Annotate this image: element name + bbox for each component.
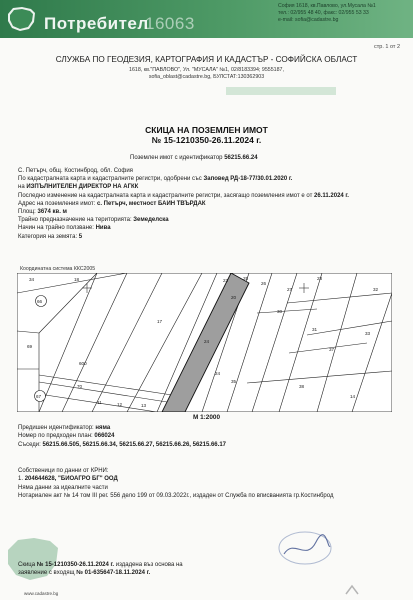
bulgaria-seal-icon [0, 528, 64, 592]
footer-url: www.cadastre.bg [24, 591, 59, 596]
issuer-line: на ИЗПЪЛНИТЕЛЕН ДИРЕКТОР НА АГКК [18, 184, 139, 191]
parcel-label: 38 [299, 384, 305, 389]
identifier-label: Поземлен имот с идентификатор [130, 155, 223, 161]
agency-name: СЛУЖБА ПО ГЕОДЕЗИЯ, КАРТОГРАФИЯ И КАДАСТЪР - СОФИЙСКА ОБЛАСТ [55, 55, 358, 64]
contact-line: e-mail: sofia@cadastre.bg [278, 17, 339, 23]
category-row: Категория на земята: 5 [18, 233, 83, 240]
parcel-label: 13 [141, 403, 147, 408]
parcel-label: 66 [37, 299, 43, 304]
owners-heading: Собственици по данни от КРНИ: [18, 468, 109, 474]
area-row: Площ: 3674 кв. м [18, 209, 67, 216]
identifier-value: 56215.66.24 [224, 155, 258, 161]
parcel-label: 32 [373, 287, 379, 292]
parcel-details [18, 167, 403, 241]
document-title: СКИЦА НА ПОЗЕМЛЕН ИМОТ [145, 125, 268, 135]
parcel-label: 70 [77, 384, 83, 389]
parcel-label: 33 [365, 331, 371, 336]
neighbor-info [18, 424, 408, 449]
neighbors-row: Съседи: 56215.66.505, 56215.66.34, 56215.66.27, 56215.66.26, 56215.66.17 [18, 441, 226, 448]
parcel-label: 34 [29, 277, 35, 282]
approval-line: По кадастралната карта и кадастралните регистри, одобрени със Заповед РД-18-77/30.01.2020 г. [18, 176, 293, 183]
contact-line: тел.: 02/955 48 40, факс: 02/955 53 33 [278, 10, 369, 16]
parcel-label: 23 [223, 278, 229, 283]
parcel-label: 35 [231, 379, 237, 384]
parcel-label: 27 [287, 287, 293, 292]
parcel-label: 26 [261, 281, 267, 286]
parcel-label: 67 [36, 394, 42, 399]
footer-line: Скица № 15-1210350-26.11.2024 г. издадена въз основа на [18, 562, 183, 568]
parcel-label: 600 [79, 361, 87, 366]
location-line: С. Петърч, общ. Костинброд, обл. София [18, 168, 133, 174]
last-change-line: Последно изменение на кадастралната карта и кадастралните регистри, засягащо поземления имот е от 26.11.2024 г. [18, 192, 349, 199]
owner-deed: Нотариален акт № 14 том III рег. 556 дело 199 от 09.03.2022г., издаден от Служба по вписванията гр.Костинброд [18, 493, 334, 500]
watermark-number: 16063 [145, 14, 195, 33]
parcel-label: 14 [350, 394, 356, 399]
parcel-label: 69 [27, 344, 33, 349]
footer-note [18, 561, 408, 578]
parcel-label: 25 [243, 276, 249, 281]
bazar-watermark-icon [340, 583, 410, 597]
address-line: 1618, кв."ПАВЛОВО", Ул. "МУСАЛА" №1, 02/8183394; 9555187, [129, 67, 284, 73]
owner-row: 1. 204644628, "БИОАГРО БГ" ООД [18, 476, 118, 483]
page-number: стр. 1 от 2 [374, 44, 401, 50]
address-line: sofia_oblast@cadastre.bg, БУЛСТАТ:130362903 [148, 74, 265, 80]
map-scale: М 1:2000 [193, 414, 220, 421]
prev-id-row: Предишен идентификатор: няма [18, 425, 111, 431]
identifier-line [130, 155, 258, 161]
parcel-label: 20 [231, 295, 237, 300]
contact-block [278, 3, 410, 24]
plan-number-row: Номер по предходен план: 066024 [18, 433, 115, 440]
cadastral-map [17, 273, 392, 412]
bulgaria-map-logo-icon [4, 2, 38, 36]
parcel-label: 31 [312, 327, 318, 332]
agency-address [0, 67, 413, 81]
parcel-label: 12 [117, 402, 123, 407]
signature-stamp-icon [276, 528, 334, 568]
parcel-label: 18 [74, 277, 80, 282]
ribbon-stamp-icon [226, 86, 336, 96]
parcel-label: 37 [329, 347, 335, 352]
footer-line: заявление с входящ № 01-635647-18.11.2024 г. [18, 570, 151, 577]
parcel-label: 24 [215, 371, 221, 376]
parcel-label: 11 [97, 400, 102, 405]
owner-share: Няма данни за идеалните части [18, 484, 108, 491]
document-number: № 15-1210350-26.11.2024 г. [151, 135, 262, 145]
purpose-row: Трайно предназначение на територията: Земеделска [18, 217, 169, 224]
watermark-text: Потребител [44, 14, 149, 33]
parcel-label: 24 [204, 339, 210, 344]
usage-row: Начин на трайно ползване: Нива [18, 225, 111, 232]
owners-section [18, 467, 408, 501]
coord-system-label: Координатна система ККС2005 [20, 266, 96, 272]
parcel-label: 30 [277, 309, 283, 314]
parcel-label: 28 [317, 276, 323, 281]
address-row: Адрес на поземления имот: с. Петърч, местност БАИН ТВЪРДАК [18, 200, 206, 207]
contact-line: София 1618, кв.Павлово, ул.Мусала №1 [278, 3, 376, 9]
parcel-label: 17 [157, 319, 163, 324]
